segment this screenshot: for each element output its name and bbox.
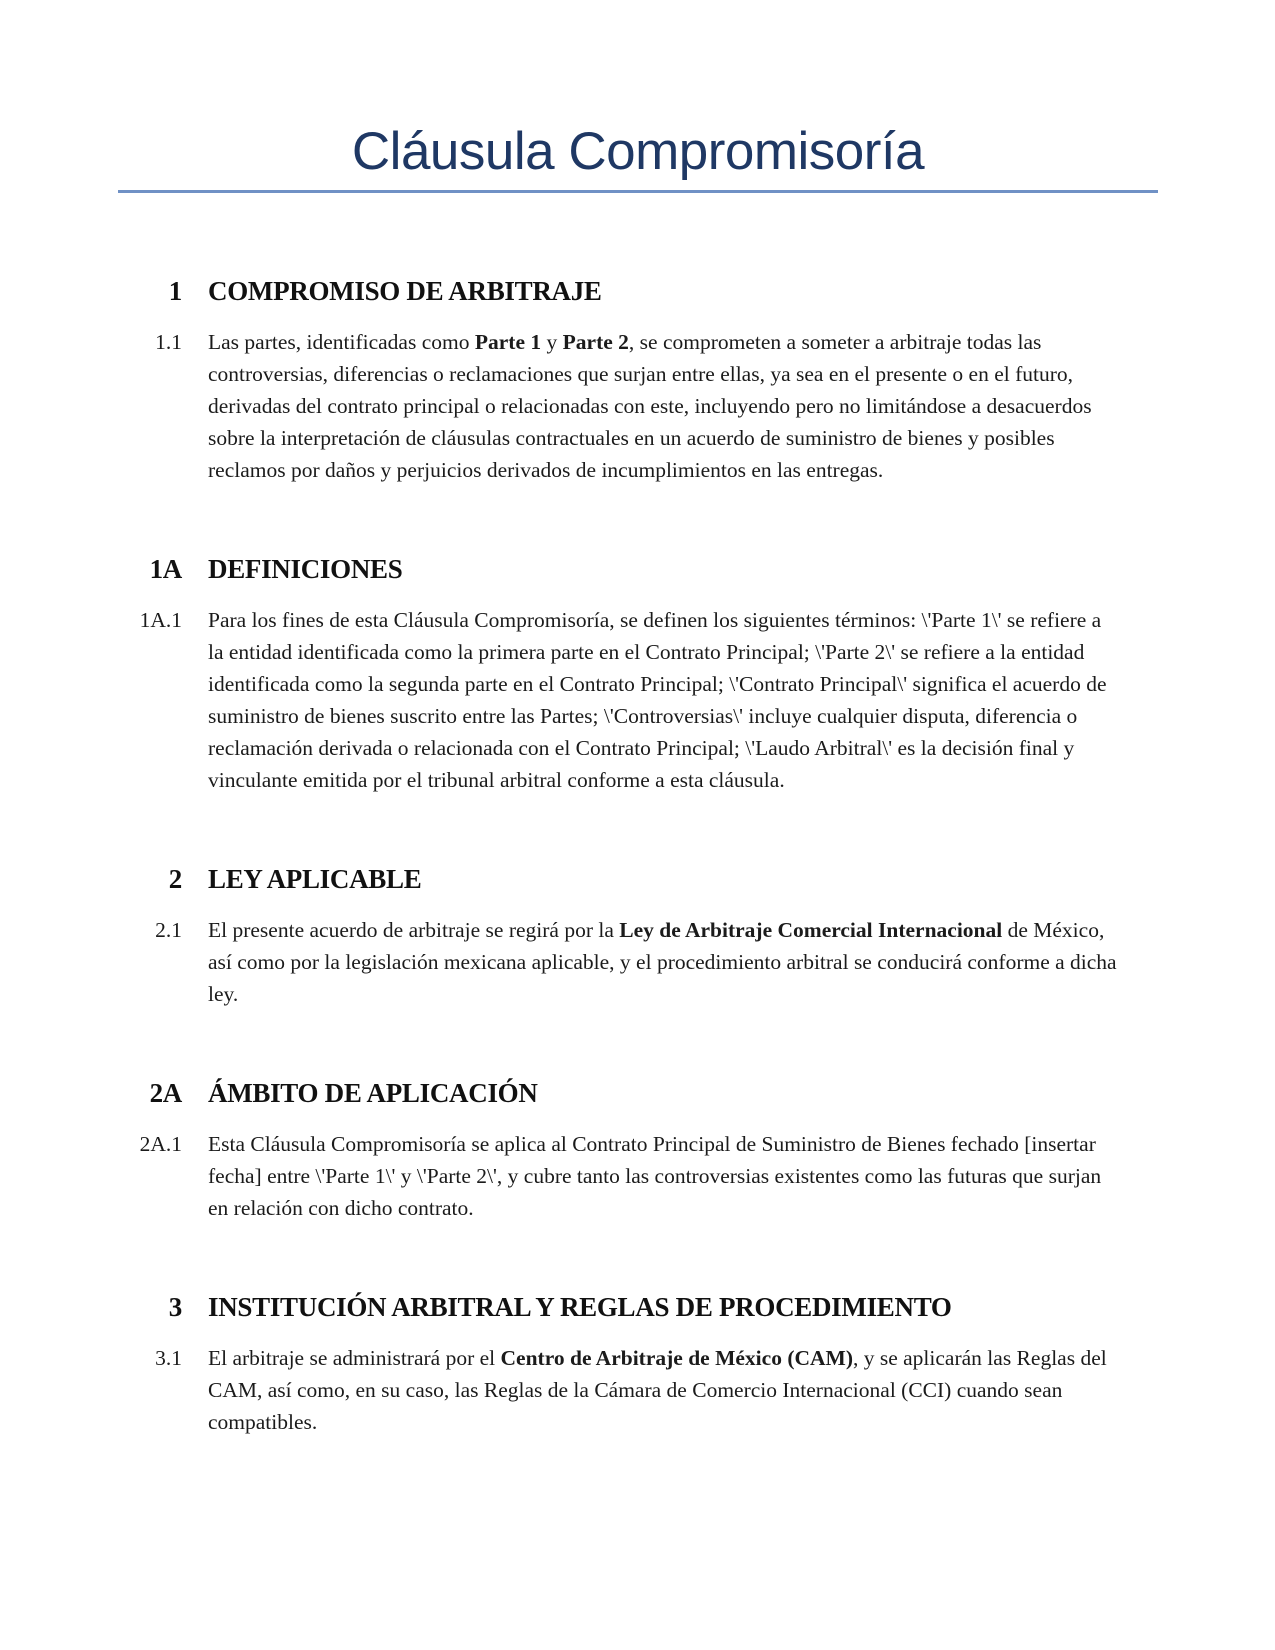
document-body — [0, 275, 1275, 1438]
section-title: LEY APLICABLE — [208, 864, 422, 894]
clause-number: 3.1 — [155, 1346, 182, 1370]
clause — [0, 604, 1275, 796]
section-heading — [0, 1291, 1275, 1323]
clause-number: 2.1 — [155, 918, 182, 942]
clause-number: 2A.1 — [139, 1132, 182, 1156]
section-title: COMPROMISO DE ARBITRAJE — [208, 276, 602, 306]
section-title: INSTITUCIÓN ARBITRAL Y REGLAS DE PROCEDIMIENTO — [208, 1292, 952, 1322]
section-title: ÁMBITO DE APLICACIÓN — [208, 1078, 538, 1108]
clause — [0, 914, 1275, 1010]
document-title: Cláusula Compromisoría — [351, 122, 925, 181]
clause-text: El presente acuerdo de arbitraje se regirá por la Ley de Arbitraje Comercial Internacional de México, así como por la legislación mexicana aplicable, y el procedimiento arbitral se conducirá conforme a dicha ley. — [208, 918, 1117, 1006]
section-heading — [0, 553, 1275, 585]
section-title: DEFINICIONES — [208, 554, 403, 584]
clause — [0, 1128, 1275, 1224]
section-heading — [0, 275, 1275, 307]
document-header — [118, 0, 1158, 193]
clause — [0, 326, 1275, 486]
clause-number: 1A.1 — [139, 608, 182, 632]
section-number: 2 — [168, 864, 182, 894]
clause-text: Esta Cláusula Compromisoría se aplica al Contrato Principal de Suministro de Bienes fechado [insertar fecha] entre \'Parte 1\' y \'Parte 2\', y cubre tanto las controversias existentes como las futuras que surjan en relación con dicho contrato. — [208, 1132, 1102, 1220]
clause-text: Las partes, identificadas como Parte 1 y Parte 2, se comprometen a someter a arbitraje todas las controversias, diferencias o reclamaciones que surjan entre ellas, ya sea en el presente o en el futuro, derivadas del contrato principal o relacionadas con este, incluyendo pero no limitándose a desacuerdos sobre la interpretación de cláusulas contractuales en un acuerdo de suministro de bienes y posibles reclamos por daños y perjuicios derivados de incumplimientos en las entregas. — [208, 330, 1092, 482]
section-heading — [0, 863, 1275, 895]
section-number: 3 — [168, 1292, 182, 1322]
section-number: 2A — [149, 1078, 182, 1108]
clause — [0, 1342, 1275, 1438]
section-number: 1A — [149, 554, 182, 584]
clause-text: Para los fines de esta Cláusula Compromisoría, se definen los siguientes términos: \'Parte 1\' se refiere a la entidad identificada como la primera parte en el Contrato Principal; \'Parte 2\' se refiere a la entidad identificada como la segunda parte en el Contrato Principal; \'Contrato Principal\' significa el acuerdo de suministro de bienes suscrito entre las Partes; \'Controversias\' incluye cualquier disputa, diferencia o reclamación derivada o relacionada con el Contrato Principal; \'Laudo Arbitral\' es la decisión final y vinculante emitida por el tribunal arbitral conforme a esta cláusula. — [208, 608, 1107, 792]
section-number: 1 — [168, 276, 182, 306]
section-heading — [0, 1077, 1275, 1109]
clause-number: 1.1 — [155, 330, 182, 354]
clause-text: El arbitraje se administrará por el Centro de Arbitraje de México (CAM), y se aplicarán las Reglas del CAM, así como, en su caso, las Reglas de la Cámara de Comercio Internacional (CCI) cuando sean compatibles. — [208, 1346, 1107, 1434]
